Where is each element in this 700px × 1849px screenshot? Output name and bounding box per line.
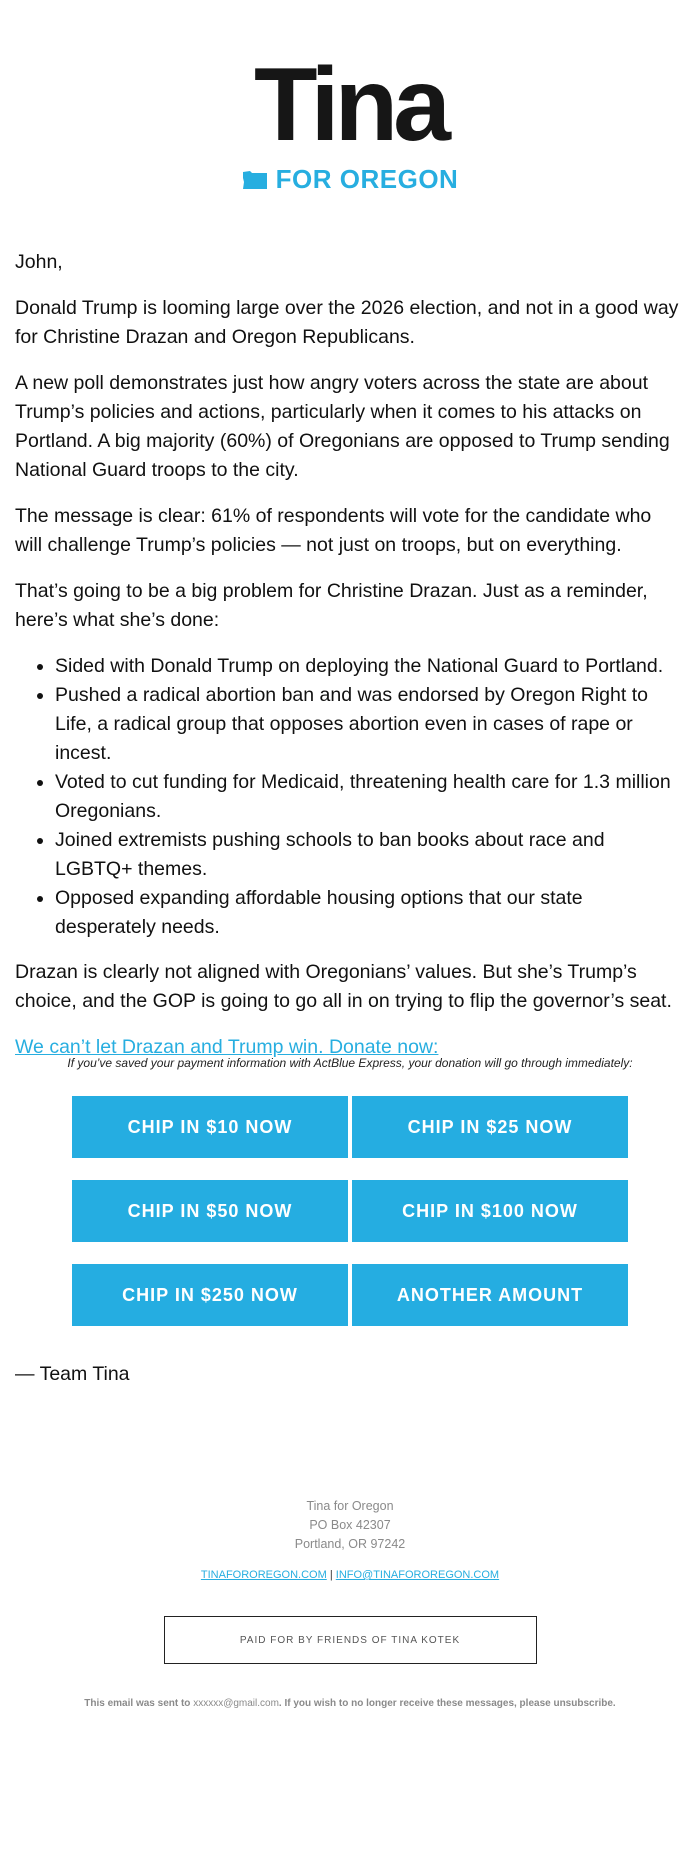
chip-in-10-button[interactable]: CHIP IN $10 NOW bbox=[72, 1096, 348, 1158]
list-item: • Voted to cut funding for Medicaid, threatening health care for 1.3 million Oregonians. bbox=[55, 768, 680, 826]
list-item: • Opposed expanding affordable housing options that our state desperately needs. bbox=[55, 884, 680, 942]
paid-for-disclaimer: PAID FOR BY FRIENDS OF TINA KOTEK bbox=[164, 1616, 537, 1664]
another-amount-button[interactable]: ANOTHER AMOUNT bbox=[352, 1264, 628, 1326]
footer-org-name: Tina for Oregon bbox=[306, 1499, 394, 1513]
unsubscribe-notice bbox=[0, 1694, 700, 1713]
chip-in-50-button[interactable]: CHIP IN $50 NOW bbox=[72, 1180, 348, 1242]
paragraph-new-poll: A new poll demonstrates just how angry voters across the state are about Trump’s policies and actions, particularly when it comes to his attacks on Portland. A big majority (60%) of Oregonians are opposed to Trump sending National Guard troops to the city. bbox=[15, 372, 670, 481]
paragraph-closing: Drazan is clearly not aligned with Oregonians’ values. But she’s Trump’s choice, and the GOP is going to go all in on trying to flip the governor’s seat. bbox=[15, 961, 672, 1012]
footer-address-line2: Portland, OR 97242 bbox=[294, 1537, 406, 1551]
tina-for-oregon-logo bbox=[0, 47, 700, 195]
list-item: • Sided with Donald Trump on deploying the National Guard to Portland. bbox=[55, 652, 680, 681]
link-separator: | bbox=[329, 1569, 333, 1581]
actblue-express-note: If you’ve saved your payment information with ActBlue Express, your donation will go through immediately: bbox=[67, 1056, 633, 1070]
chip-in-25-button[interactable]: CHIP IN $25 NOW bbox=[352, 1096, 628, 1158]
letter-body bbox=[15, 248, 680, 1079]
logo-tagline-row bbox=[242, 164, 459, 195]
unsub-prefix: This email was sent to bbox=[84, 1698, 191, 1709]
donation-button-grid bbox=[72, 1096, 628, 1326]
email-link[interactable]: INFO@TINAFOROREGON.COM bbox=[335, 1569, 500, 1581]
footer-address-line1: PO Box 42307 bbox=[309, 1518, 391, 1532]
list-item: • Joined extremists pushing schools to ban books about race and LGBTQ+ themes. bbox=[55, 826, 680, 884]
logo-wordmark: Tina bbox=[254, 47, 446, 163]
recipient-email: xxxxxx@gmail.com bbox=[193, 1698, 279, 1709]
footer-links bbox=[0, 1566, 700, 1585]
unsub-suffix: . If you wish to no longer receive these messages, please unsubscribe. bbox=[278, 1698, 616, 1709]
chip-in-100-button[interactable]: CHIP IN $100 NOW bbox=[352, 1180, 628, 1242]
logo-tagline: FOR OREGON bbox=[275, 164, 459, 194]
list-item: • Pushed a radical abortion ban and was endorsed by Oregon Right to Life, a radical group that opposes abortion even in cases of rape or incest. bbox=[55, 681, 680, 768]
paragraph-big-problem: That’s going to be a big problem for Christine Drazan. Just as a reminder, here’s what she’s done: bbox=[15, 580, 648, 631]
oregon-state-icon bbox=[242, 170, 268, 190]
drazan-record-list bbox=[15, 652, 680, 942]
greeting: John, bbox=[15, 251, 63, 273]
paragraph-message-clear: The message is clear: 61% of respondents will vote for the candidate who will challenge Trump’s policies — not just on troops, but on everything. bbox=[15, 505, 652, 556]
signoff: — Team Tina bbox=[15, 1363, 130, 1385]
chip-in-250-button[interactable]: CHIP IN $250 NOW bbox=[72, 1264, 348, 1326]
donate-now-link[interactable]: We can’t let Drazan and Trump win. Donate now: bbox=[15, 1036, 439, 1058]
footer bbox=[0, 1497, 700, 1713]
website-link[interactable]: TINAFOROREGON.COM bbox=[200, 1569, 327, 1581]
paragraph-trump-looming: Donald Trump is looming large over the 2026 election, and not in a good way for Christine Drazan and Oregon Republicans. bbox=[15, 297, 679, 348]
